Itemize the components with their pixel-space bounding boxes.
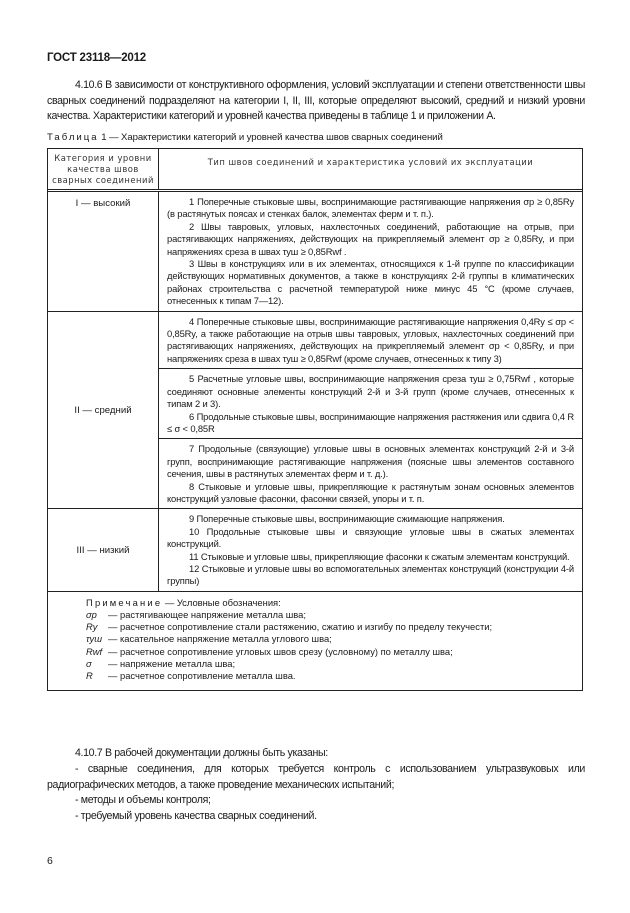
header-category: Категория и уровни качества швов сварных соединений [48,149,159,189]
note-symbol: Ry [86,621,98,633]
table-cell [159,439,582,508]
weld-type-2: 2 Швы тавровых, угловых, нахлесточных соединений, работающие на отрыв, при растягивающих напряжениях, действующих на прикрепляемый элемент σр ≥ 0,85Ry, и при напряжениях среза в швах τуш ≥ 0,85Rwf . [167,220,574,257]
section-4-10-6 [47,78,585,125]
category-label: II — средний [48,312,159,509]
note-title-text: — Условные обозначения: [162,596,281,608]
note-item [86,609,582,621]
requirement-text: - сварные соединения, для которых требуется контроль с использованием ультразвуковых или радиографических методов, а также проведение механических испытаний; [47,763,585,791]
category-label: I — высокий [48,192,159,311]
note-text: — расчетное сопротивление угловых швов срезу (условному) по металлу шва; [108,645,453,657]
note-title-prefix: Примечание [86,596,163,608]
section-4-10-7-intro [47,746,585,762]
weld-type-8: 8 Стыковые и угловые швы, прикрепляющие к растянутым зонам основных элементов конструкций узловые фасонки, фасонки связей, упоры и т. п. [167,480,574,504]
weld-type-9: 9 Поперечные стыковые швы, воспринимающие сжимающие напряжения. [189,513,505,525]
note-item [86,670,582,682]
header-description: Тип швов соединений и характеристика условий их эксплуатации [207,157,534,167]
categories-table [47,148,583,691]
table-header-row [48,149,582,192]
table-group-category-1 [48,192,582,312]
note-text: — расчетное сопротивление металла шва. [108,670,296,681]
note-item [86,621,582,633]
weld-type-10: 10 Продольные стыковые швы и связующие угловые швы в сжатых элементах конструкций. [167,525,574,550]
table-caption [47,132,443,143]
weld-type-4: 4 Поперечные стыковые швы, воспринимающие растягивающие напряжения 0,4Ry ≤ σр < 0,85Ry, а также работающие на отрыв швы тавровых, угловых, нахлесточных соединений при растягивающих напряжениях, действующих на прикрепляемый элемент σр < 0,85Ry, и при напряжениях среза в швах τуш ≥ 0,85Rwf (кроме случаев, отнесенных к типу 3) [167,315,574,364]
note-symbol: R [86,670,93,681]
page-number: 6 [47,855,53,867]
requirement-text: - требуемый уровень качества сварных соединений. [75,810,317,822]
requirement-item-3 [47,809,585,825]
table-caption-prefix: Таблица [47,132,99,143]
weld-type-11: 11 Стыковые и угловые швы, прикрепляющие фасонки к сжатым элементам конструкций. [189,550,570,562]
note-text: — напряжение металла шва; [108,657,236,669]
note-text: — растягивающее напряжение металла шва; [108,608,306,620]
note-text: — расчетное сопротивление стали растяжению, сжатию и изгибу по пределу текучести; [108,621,493,633]
table-caption-text: 1 — Характеристики категорий и уровней качества швов сварных соединений [98,132,443,143]
table-note [48,592,582,690]
requirement-item-2 [47,793,585,809]
weld-type-1: 1 Поперечные стыковые швы, воспринимающие растягивающие напряжения σр ≥ 0,85Ry (в растянутых поясах и стенках балок, элементах ферм и т. п.). [167,196,574,220]
note-item [86,658,582,670]
table-group-category-2 [48,312,582,510]
section-4-10-6-text: 4.10.6 В зависимости от конструктивного оформления, условий эксплуатации и степени ответственности швы сварных соединений подразделяют на категории I, II, III, которые определяют высокий, средний и низкий уровни качества. Характеристики категорий и уровней качества приведены в таблице 1 и приложении А. [47,79,585,123]
note-symbol: Rwf [86,645,103,657]
category-label: III — низкий [48,509,159,590]
document-id-header: ГОСТ 23118—2012 [47,52,146,64]
note-text: — касательное напряжение металла углового шва; [108,633,332,645]
requirement-text: - методы и объемы контроля; [75,794,211,806]
weld-type-3: 3 Швы в конструкциях или в их элементах, относящихся к 1-й группе по классификации действующих нормативных документов, а также в конструкциях 2-й группы в климатических районах строительства с расчетной температурой ниже минус 45 °С (кроме случаев, отнесенных к типам 7—12). [167,258,574,307]
note-symbol: σр [86,608,97,620]
table-cell [159,369,582,439]
note-symbol: τуш [86,633,102,645]
weld-type-12: 12 Стыковые и угловые швы во вспомогательных элементах конструкций (конструкции 4-й группы) [167,562,574,587]
table-cell [159,509,582,590]
section-4-10-7-intro-text: 4.10.7 В рабочей документации должны быть указаны: [75,747,328,759]
note-title [86,597,582,609]
note-symbol: σ [86,657,92,669]
table-cell [159,312,582,370]
note-item [86,633,582,645]
table-cell [159,192,582,311]
weld-type-6: 6 Продольные стыковые швы, воспринимающие напряжения растяжения или сдвига 0,4 R ≤ σ < 0,85R [167,410,574,434]
requirement-item-1 [47,762,585,793]
weld-type-7: 7 Продольные (связующие) угловые швы в основных элементах конструкций 2-й и 3-й групп, воспринимающие растягивающие напряжения (поясные швы элементов составного сечения, швы в растянутых элементах ферм и т. д.). [167,443,574,480]
weld-type-5: 5 Расчетные угловые швы, воспринимающие напряжения среза τуш ≥ 0,75Rwf , которые соединяют основные элементы конструкций 2-й и 3-й групп (кроме случаев, отнесенных к типам 2 и 3). [167,373,574,410]
table-group-category-3 [48,509,582,591]
note-item [86,646,582,658]
